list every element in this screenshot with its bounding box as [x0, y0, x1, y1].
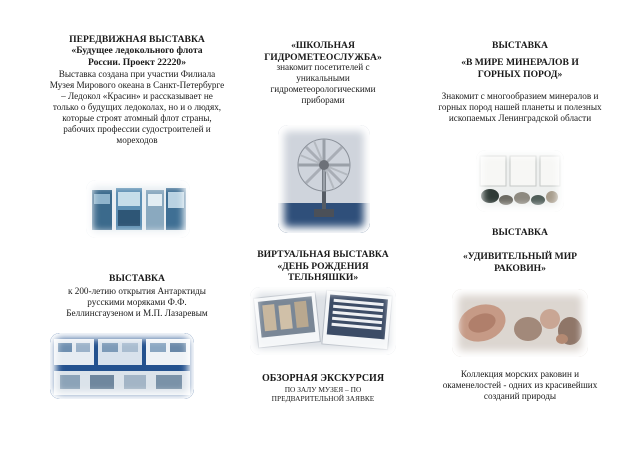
antarctica-exhibit-photo — [50, 333, 194, 399]
tour-title: ОБЗОРНАЯ ЭКСКУРСИЯ — [261, 373, 385, 384]
exhibit6-title: «УДИВИТЕЛЬНЫЙ МИР РАКОВИН» — [462, 251, 578, 274]
exhibit2-heading: ВЫСТАВКА — [109, 273, 165, 284]
seashells-exhibit-photo — [452, 289, 588, 357]
weather-instrument-photo — [278, 125, 370, 233]
telnyashka-virtual-photo — [250, 287, 396, 355]
exhibit3-title: «ШКОЛЬНАЯ ГИДРОМЕТЕОСЛУЖБА» — [264, 40, 382, 63]
icebreaker-exhibit-photo — [86, 180, 190, 238]
exhibit1-heading: ПЕРЕДВИЖНАЯ ВЫСТАВКА — [69, 34, 205, 45]
exhibit4-title: ВИРТУАЛЬНАЯ ВЫСТАВКА «ДЕНЬ РОЖДЕНИЯ ТЕЛЬНЯШКИ» — [257, 249, 389, 283]
exhibit1-title: «Будущее ледокольного флота России. Проект 22220» — [71, 45, 203, 68]
tour-description: ПО ЗАЛУ МУЗЕЯ – ПО ПРЕДВАРИТЕЛЬНОЙ ЗАЯВКЕ — [271, 385, 375, 403]
exhibit2-description: к 200-летию открытия Антарктиды русскими моряками Ф.Ф. Беллинсгаузеном и М.П. Лазаревым — [66, 286, 208, 318]
exhibit3-description: знакомит посетителей с уникальными гидрометеорологическими приборами — [270, 62, 376, 105]
exhibit6-heading: ВЫСТАВКА — [492, 227, 548, 238]
exhibit1-description: Выставка создана при участии Филиала Музея Мирового океана в Санкт-Петербурге – Ледокол «Красин» и рассказывает не только о будущих ледоколах, но и о людях, которые строят атомный флот страны, рабочих профессии судостроителей и мореходов — [49, 69, 225, 145]
exhibit5-heading: ВЫСТАВКА — [492, 40, 548, 51]
exhibit5-title: «В МИРЕ МИНЕРАЛОВ И ГОРНЫХ ПОРОД» — [461, 57, 579, 80]
minerals-exhibit-photo — [476, 150, 564, 212]
exhibit5-description: Знакомит с многообразием минералов и горных пород нашей планеты и полезных ископаемых Ленинградской области — [438, 91, 602, 123]
exhibit6-description: Коллекция морских раковин и окаменелостей - одних из красивейших созданий природы — [442, 369, 598, 401]
